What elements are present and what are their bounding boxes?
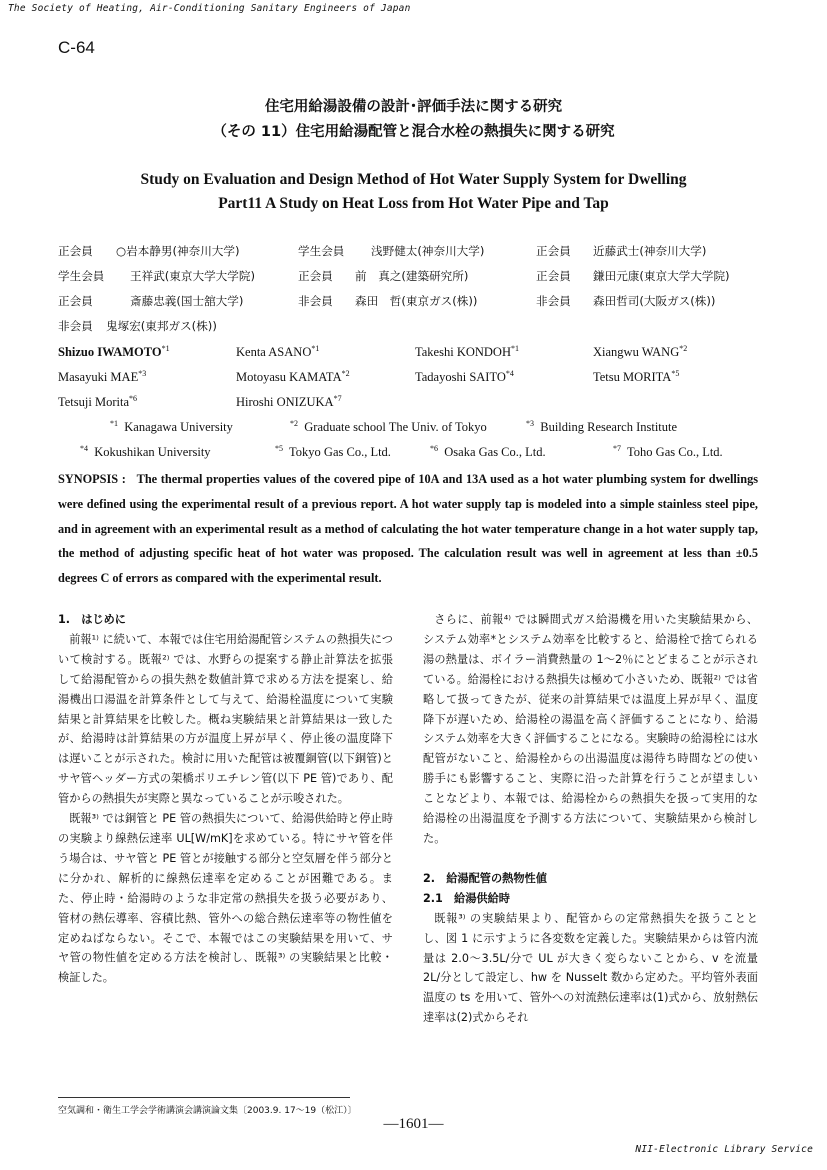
title-ja-line1: 住宅用給湯設備の設計･評価手法に関する研究 <box>264 99 563 115</box>
subsection-heading: 2.1 給湯供給時 <box>423 891 510 905</box>
title-en-line1: Study on Evaluation and Design Method of Hot Water Supply System for Dwelling <box>140 171 687 188</box>
author-en: Kenta ASANO$^{*1}$ <box>236 343 320 359</box>
member-class: 正会員 <box>298 269 333 283</box>
page-number: —1601— <box>383 1116 444 1132</box>
author-name: 浅野健太(神奈川大学) <box>371 244 485 258</box>
member-class: 正会員 <box>536 269 571 283</box>
authors-en-row <box>58 345 768 365</box>
affiliations-row <box>58 420 768 440</box>
author-name: 斎藤忠義(国士舘大学) <box>130 294 244 308</box>
proceedings-footnote: 空気調和・衛生工学会学術講演会講演論文集〔2003.9. 17～19（松江）〕 <box>58 1106 357 1116</box>
author-name: 鎌田元康(東京大学大学院) <box>593 269 730 283</box>
nii-footer: NII-Electronic Library Service <box>635 1144 813 1155</box>
author-name: ○岩本静男(神奈川大学) <box>116 244 240 258</box>
affiliation: $^{*3}$ Building Research Institute <box>526 418 678 434</box>
member-class: 非会員 <box>58 319 93 333</box>
member-class: 正会員 <box>536 244 571 258</box>
authors-ja-row <box>58 318 768 338</box>
affiliation: $^{*4}$ Kokushikan University <box>80 443 211 459</box>
author-en: Shizuo IWAMOTO$^{*1}$ <box>58 343 170 359</box>
paragraph: 前報¹⁾ に続いて、本報では住宅用給湯配管システムの熱損失について検討する。既報²⁾ では、水野らの提案する静止計算法を拡張して給湯配管からの損失熱を数値計算で求める方法を提案し、給湯機出口湯温を計算条件として与えて、給湯栓温度について実験結果と計算結果を比較した。概ね実験結果と計算結果は一致したが、給湯時は計算結果の方が温度上昇が早く、停止後の温度降下は遅いことが示された。検討に用いた配管は被覆銅管(以下銅管)とサヤ管ヘッダー方式の架橋ポリエチレン管(以下 PE 管)であり、配管からの熱損失が実際と異なっていることが示唆された。 <box>58 632 393 806</box>
authors-en-row <box>58 370 768 390</box>
affiliation: $^{*7}$ Toho Gas Co., Ltd. <box>613 443 723 459</box>
paragraph: 既報³⁾ では銅管と PE 管の熱損失について、給湯供給時と停止時の実験より線熱伝達率 UL[W/mK]を求めている。特にサヤ管を伴う場合は、サヤ管と PE 管とが接触する部分と空気層を伴う部分とに分かれ、解析的に線熱伝達率を定めることが困難である。また、停止時・給湯時のような非定常の熱損失を扱う必要があり、管材の熱伝導率、容積比熱、管外への総合熱伝達率等の物性値を定めねばならない。そこで、本報ではこの実験結果を用いて、サヤ管の物性値を定める方法を検討し、既報³⁾ の実験結果と比較・検証した。 <box>58 812 393 985</box>
paper-code: C-64 <box>58 38 95 57</box>
author-name: 王祥武(東京大学大学院) <box>130 269 255 283</box>
affiliation: $^{*1}$ Kanagawa University <box>110 418 233 434</box>
synopsis-text: The thermal properties values of the covered pipe of 10A and 13A used as a hot water plumbing system for dwellings were defined using the experimental result of a previous report. A hot water supply tap is modeled into a simple stainless steel pipe, and in agreement with an experimental result as a method of calculating the hot water temperature change in a hot water supply tap, the method of adjusting specific heat of hot water was proposed. The calculation result was well in agreement at less than ±0.5 degrees C of errors as compared with the experimental result. <box>58 472 758 586</box>
authors-en-row <box>58 395 768 415</box>
paragraph: さらに、前報⁴⁾ では瞬間式ガス給湯機を用いた実験結果から、システム効率*とシステム効率を比較すると、給湯栓で捨てられる湯の熱量は、ボイラー消費熱量の 1～2％にとどまることが示されている。給湯栓における熱損失は極めて小さいため、既報²⁾ では省略して扱ってきたが、従来の計算結果では温度上昇が早く、温度降下が遅いため、給湯栓の湯温を高く評価することになり、給湯システム効率を大きく評価することになる。実験時の給湯栓には水配管がないこと、給湯栓からの出湯温度は湯待ち時間などの使い勝手にも影響すること、実際に沿った計算を行うことが望ましいことなどより、本報では、給湯栓からの熱損失を扱って実用的な給湯栓の出湯温度を予測する方法について、実験結果から検討した。 <box>423 613 758 845</box>
section-heading: 1. はじめに <box>58 613 126 626</box>
member-class: 非会員 <box>298 294 333 308</box>
section-heading: 2. 給湯配管の熱物性値 <box>423 871 547 885</box>
author-en: Tetsu MORITA$^{*5}$ <box>593 368 680 384</box>
author-name: 鬼塚宏(東邦ガス(株)) <box>106 319 217 333</box>
member-class: 正会員 <box>58 294 93 308</box>
affiliation: $^{*5}$ Tokyo Gas Co., Ltd. <box>275 443 391 459</box>
author-name: 近藤武士(神奈川大学) <box>593 244 707 258</box>
left-column <box>58 610 393 988</box>
author-name: 森田哲司(大阪ガス(株)) <box>593 294 716 308</box>
affiliation: $^{*6}$ Osaka Gas Co., Ltd. <box>430 443 546 459</box>
author-en: Masayuki MAE$^{*3}$ <box>58 368 147 384</box>
affiliation: $^{*2}$ Graduate school The Univ. of Tokyo <box>290 418 487 434</box>
title-ja-line2: （その 11）住宅用給湯配管と混合水栓の熱損失に関する研究 <box>212 124 615 140</box>
authors-ja-row <box>58 293 768 313</box>
authors-ja-row <box>58 243 768 263</box>
author-en: Motoyasu KAMATA$^{*2}$ <box>236 368 350 384</box>
title-en-line2: Part11 A Study on Heat Loss from Hot Water Pipe and Tap <box>218 195 609 212</box>
author-en: Takeshi KONDOH$^{*1}$ <box>415 343 519 359</box>
synopsis: SYNOPSIS : The thermal properties values of the covered pipe of 10A and 13A used as a hot water plumbing system for dwellings were defined using the experimental result of a previous report. A hot water supply tap is modeled into a simple stainless steel pipe, and in agreement with an experimental result as a method of calculating the hot water temperature change in a hot water supply tap, the method of adjusting specific heat of hot water was proposed. The calculation result was well in agreement at less than ±0.5 degrees C of errors as compared with the experimental result. <box>58 472 758 586</box>
author-en: Xiangwu WANG$^{*2}$ <box>593 343 688 359</box>
member-class: 学生会員 <box>58 269 105 283</box>
footnote-rule <box>58 1097 350 1098</box>
author-en: Hiroshi ONIZUKA$^{*7}$ <box>236 393 342 409</box>
author-en: Tetsuji Morita$^{*6}$ <box>58 393 137 409</box>
synopsis-label: SYNOPSIS <box>58 472 119 486</box>
authors-ja-row <box>58 268 768 288</box>
author-name: 前 真之(建築研究所) <box>355 269 469 283</box>
member-class: 学生会員 <box>298 244 345 258</box>
member-class: 正会員 <box>58 244 93 258</box>
right-column <box>423 610 758 1028</box>
society-header: The Society of Heating, Air-Conditioning Sanitary Engineers of Japan <box>8 3 411 14</box>
author-en: Tadayoshi SAITO$^{*4}$ <box>415 368 514 384</box>
author-name: 森田 哲(東京ガス(株)) <box>355 294 478 308</box>
affiliations-row <box>58 445 768 465</box>
paragraph: 既報³⁾ の実験結果より、配管からの定常熱損失を扱うこととし、図 1 に示すように各変数を定義した。実験結果からは管内流量は 2.0～3.5L/分で UL が大きく変らないことから、v を流量 2L/分として設定し、hw を Nusselt 数から定めた。平均管外表面温度の ts を用いて、管外への対流熱伝達率は(1)式から、放射熱伝達率は(2)式からそれ <box>423 911 759 1025</box>
member-class: 非会員 <box>536 294 571 308</box>
